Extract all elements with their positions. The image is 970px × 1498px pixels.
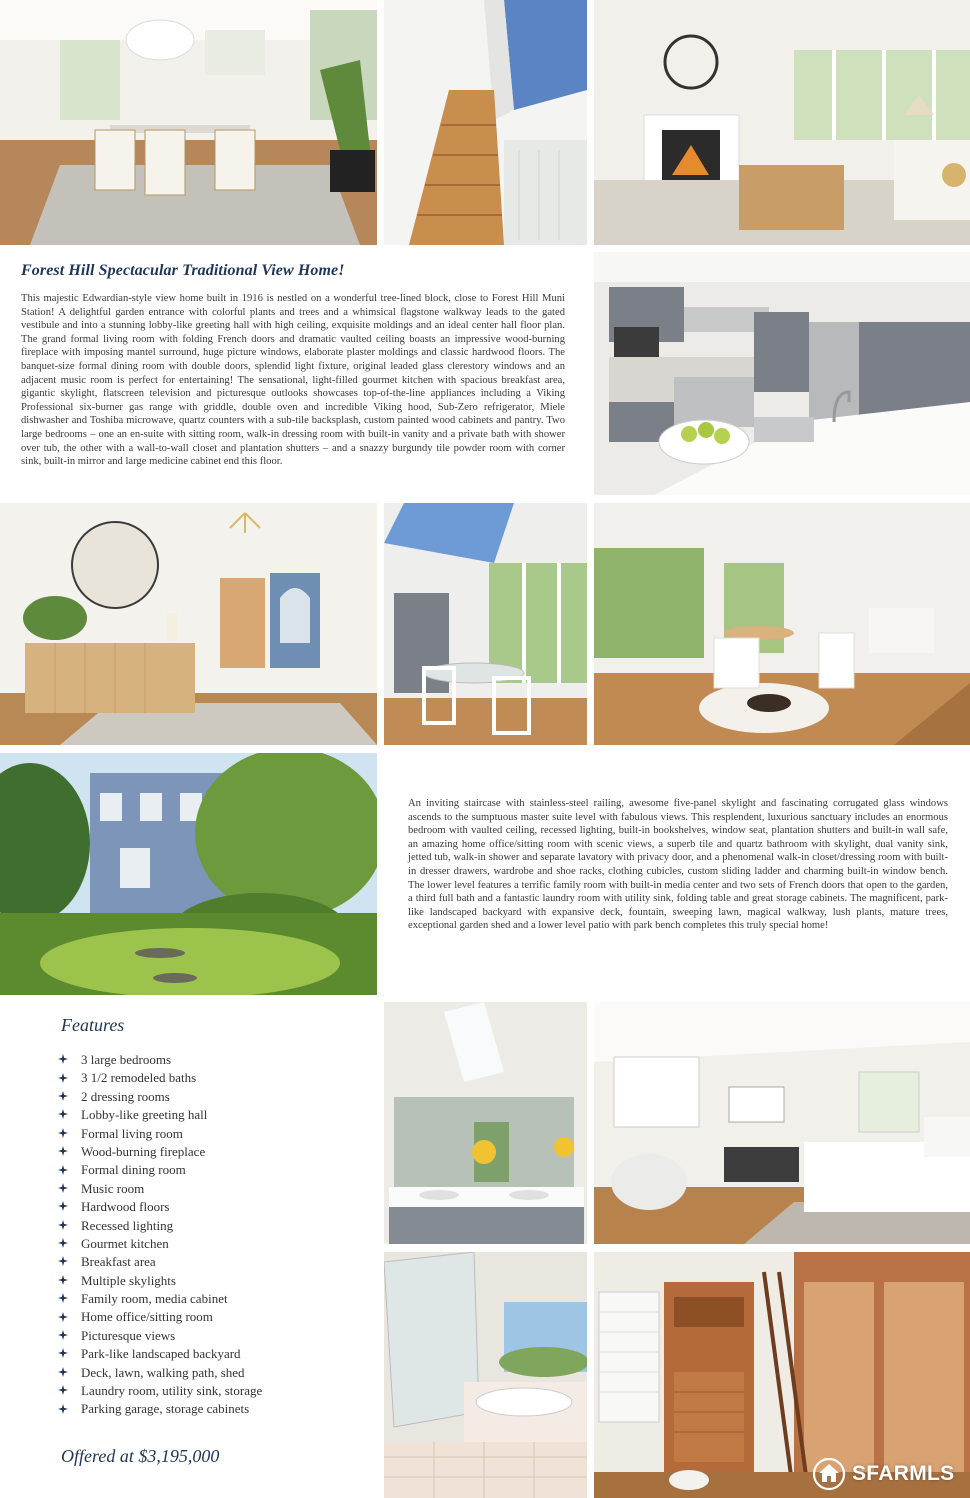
four-point-star-icon <box>58 1220 68 1230</box>
photo-entry-hall <box>0 503 377 745</box>
description-paragraph-1: This majestic Edwardian-style view home built in 1916 is nestled on a wonderful tree-lined block, close to Forest Hill Muni Station! A delightful garden entrance with colorful plants and trees and a whimsical flagstone walkway leads to the gated vestibule and into a stunning lobby-like greeting hall with high ceiling, exquisite moldings and an ideal center hall floor plan. The grand formal living room with folding French doors and dramatic vaulted ceiling boasts an impressive wood-burning fireplace with imposing mantel surround, huge picture windows, elaborate plaster moldings and classic hardwood floors. The banquet-size formal dining room with double doors, splendid light fixture, original leaded glass clerestory windows and an adjacent music room is perfect for entertaining! The sensational, light-filled gourmet kitchen with spacious breakfast area, gigantic skylight, flatscreen television and picturesque outlooks showcases top-of-the-line appliances including a Viking Professional six-burner gas range with griddle, double oven and incredible Viking hood, Sub-Zero refrigerator, Miele dishwasher and Toshiba microwave, quartz counters with a sub-tile backsplash, custom painted wood cabinets and pantry. Two large bedrooms – one an en-suite with sitting room, walk-in dressing room with built-in vanity and a private bath with shower over tub, the other with a wall-to-wall closet and plantation shutters – and a snazzy burgundy tile powder room with corner sink, built-in mirror and large medicine cabinet end this floor. <box>21 293 565 468</box>
offered-price: Offered at $3,195,000 <box>61 1446 220 1466</box>
feature-item <box>58 1235 262 1253</box>
feature-item <box>58 1106 262 1124</box>
feature-item <box>58 1400 262 1418</box>
feature-label: Multiple skylights <box>81 1272 176 1288</box>
feature-label: Family room, media cabinet <box>81 1291 228 1307</box>
house-circle-icon <box>812 1457 846 1491</box>
feature-label: 3 1/2 remodeled baths <box>81 1070 197 1086</box>
feature-item <box>58 1088 262 1106</box>
four-point-star-icon <box>58 1367 68 1377</box>
photo-kitchen <box>594 252 970 495</box>
four-point-star-icon <box>58 1293 68 1303</box>
feature-label: Formal living room <box>81 1125 183 1141</box>
feature-item <box>58 1345 262 1363</box>
four-point-star-icon <box>58 1201 68 1211</box>
feature-item <box>58 1364 262 1382</box>
feature-item <box>58 1143 262 1161</box>
feature-label: Breakfast area <box>81 1254 156 1270</box>
feature-label: Music room <box>81 1180 145 1196</box>
feature-label: Hardwood floors <box>81 1199 170 1215</box>
feature-item <box>58 1327 262 1345</box>
feature-label: Picturesque views <box>81 1327 176 1343</box>
feature-item <box>58 1180 262 1198</box>
four-point-star-icon <box>58 1312 68 1322</box>
feature-label: Laundry room, utility sink, storage <box>81 1383 263 1399</box>
photo-bathroom-vanity <box>384 1002 587 1244</box>
feature-label: Recessed lighting <box>81 1217 174 1233</box>
photo-family-room <box>594 503 970 745</box>
photo-master-bedroom <box>594 1002 970 1244</box>
photo-breakfast-area <box>384 503 587 745</box>
four-point-star-icon <box>58 1073 68 1083</box>
feature-item <box>58 1125 262 1143</box>
four-point-star-icon <box>58 1091 68 1101</box>
feature-item <box>58 1051 262 1069</box>
listing-title: Forest Hill Spectacular Traditional View Home! <box>21 262 345 279</box>
four-point-star-icon <box>58 1183 68 1193</box>
feature-label: Formal dining room <box>81 1162 186 1178</box>
feature-label: 3 large bedrooms <box>81 1052 172 1067</box>
four-point-star-icon <box>58 1256 68 1266</box>
photo-staircase <box>384 0 587 245</box>
sfarmls-logo <box>812 1456 964 1492</box>
four-point-star-icon <box>58 1275 68 1285</box>
feature-label: Park-like landscaped backyard <box>81 1346 241 1362</box>
feature-item <box>58 1198 262 1216</box>
feature-label: Wood-burning fireplace <box>81 1143 206 1159</box>
four-point-star-icon <box>58 1330 68 1340</box>
four-point-star-icon <box>58 1054 68 1064</box>
feature-label: Gourmet kitchen <box>81 1235 169 1251</box>
feature-item <box>58 1253 262 1271</box>
four-point-star-icon <box>58 1128 68 1138</box>
photo-shower-tub <box>384 1252 587 1498</box>
four-point-star-icon <box>58 1404 68 1414</box>
features-heading: Features <box>61 1015 125 1035</box>
feature-item <box>58 1290 262 1308</box>
feature-label: Parking garage, storage cabinets <box>81 1401 250 1417</box>
photo-dining-room <box>0 0 377 245</box>
feature-label: 2 dressing rooms <box>81 1088 170 1104</box>
feature-label: Deck, lawn, walking path, shed <box>81 1364 245 1380</box>
photo-backyard <box>0 753 377 995</box>
features-list <box>58 1051 262 1419</box>
feature-item <box>58 1161 262 1179</box>
feature-item <box>58 1069 262 1087</box>
feature-label: Home office/sitting room <box>81 1309 213 1325</box>
four-point-star-icon <box>58 1385 68 1395</box>
four-point-star-icon <box>58 1109 68 1119</box>
four-point-star-icon <box>58 1238 68 1248</box>
feature-label: Lobby-like greeting hall <box>81 1107 208 1123</box>
four-point-star-icon <box>58 1146 68 1156</box>
feature-item <box>58 1272 262 1290</box>
logo-text: SFARMLS <box>852 1462 955 1485</box>
feature-item <box>58 1382 262 1400</box>
description-section-2 <box>408 797 948 933</box>
description-paragraph-2: An inviting staircase with stainless-steel railing, awesome five-panel skylight and fascinating corrugated glass windows ascends to the sumptuous master suite level with fabulous views. This resplendent, luxurious sanctuary includes an enormous bedroom with vaulted ceiling, recessed lighting, built-in bookshelves, window seat, plantation shutters and built-in wall safe, an amazing home office/sitting room with scenic views, a superb tile and quartz bathroom with skylight, dual vanity sink, jetted tub, walk-in shower and separate lavatory with privacy door, and a phenomenal walk-in closet/dressing room with built-in dresser drawers, wardrobe and shoe racks, clothing cubicles, custom sliding ladder and charming built-in window bench. The lower level features a terrific family room with built-in media center and two sets of French doors that open to the garden, a third full bath and a fantastic laundry room with utility sink, folding table and great storage cabinets. The magnificent, park-like landscaped backyard with expansive deck, fountain, sweeping lawn, magical walkway, lush plants, mature trees, exceptional garden shed and a lower level patio with park bench completes this truly special home! <box>408 798 948 932</box>
feature-item <box>58 1217 262 1235</box>
feature-item <box>58 1308 262 1326</box>
four-point-star-icon <box>58 1165 68 1175</box>
photo-living-room <box>594 0 970 245</box>
description-section-1 <box>21 262 565 469</box>
four-point-star-icon <box>58 1348 68 1358</box>
